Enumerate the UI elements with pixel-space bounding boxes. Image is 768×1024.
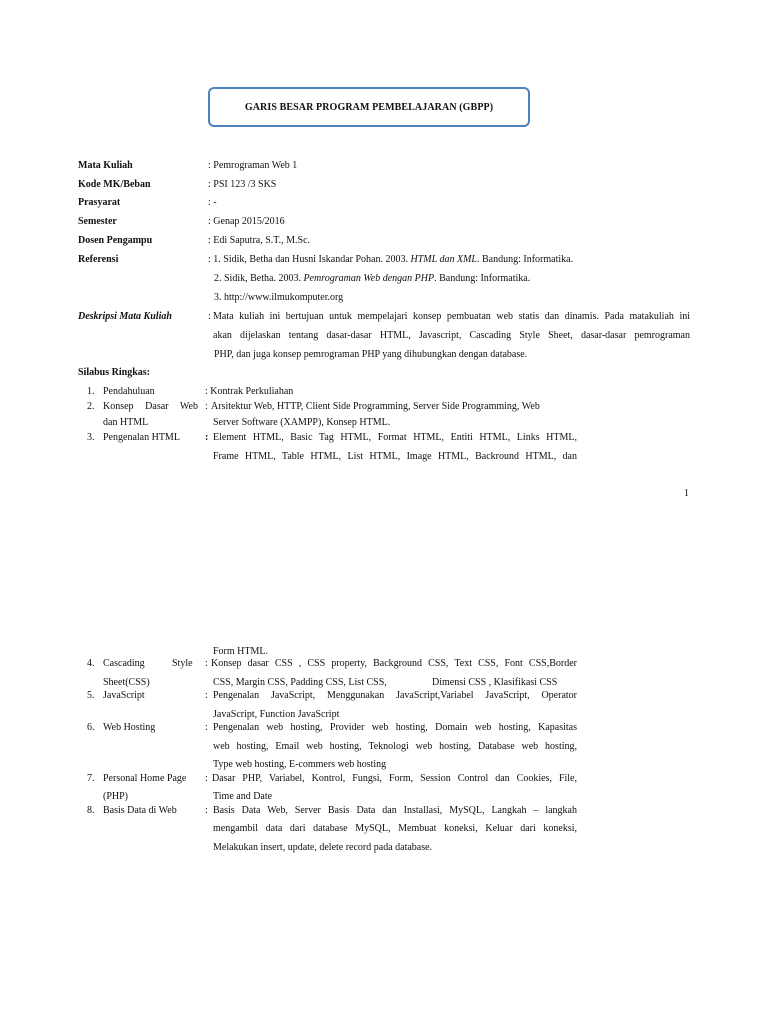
value-semester: : Genap 2015/2016 xyxy=(208,216,285,227)
silabus-desc-line-3: Melakukan insert, update, delete record pada database. xyxy=(213,842,433,853)
silabus-sep: : xyxy=(205,722,208,733)
silabus-desc-line-2: web hosting, Email web hosting, Teknologi web hosting, Database web hosting, xyxy=(213,741,577,752)
label-kode: Kode MK/Beban xyxy=(78,179,151,190)
label-dosen: Dosen Pengampu xyxy=(78,235,153,246)
silabus-num: 4. xyxy=(87,658,95,669)
silabus-num: 8. xyxy=(87,805,95,816)
silabus-desc-line-1: Pengenalan JavaScript, Menggunakan JavaScript,Variabel JavaScript, Operator xyxy=(213,690,577,701)
reference-1: : 1. Sidik, Betha dan Husni Iskandar Pohan. 2003. HTML dan XML. Bandung: Informatika. xyxy=(208,254,574,265)
silabus-num: 6. xyxy=(87,722,95,733)
silabus-desc-line-1: Konsep dasar CSS , CSS property, Background CSS, Text CSS, Font CSS,Border xyxy=(211,658,577,669)
label-referensi: Referensi xyxy=(78,254,119,265)
silabus-heading: Silabus Ringkas: xyxy=(78,367,150,378)
silabus-sep: : xyxy=(205,658,208,669)
deskripsi-line-3: PHP, dan juga konsep pemrograman PHP yang dihubungkan dengan database. xyxy=(214,349,528,360)
silabus-desc-line-3: Type web hosting, E-commers web hosting xyxy=(213,759,387,770)
silabus-name: Personal Home Page xyxy=(103,773,187,784)
value-mata-kuliah: : Pemrograman Web 1 xyxy=(208,160,298,171)
silabus-desc-line-1: Arsitektur Web, HTTP, Client Side Programming, Server Side Programming, Web xyxy=(211,401,540,412)
page-number: 1 xyxy=(684,488,689,499)
silabus-name: JavaScript xyxy=(103,690,145,701)
silabus-desc-line-2b: Dimensi CSS , Klasifikasi CSS xyxy=(432,677,558,688)
silabus-sep: : xyxy=(205,805,208,816)
reference-3: 3. http://www.ilmukomputer.org xyxy=(214,292,344,303)
silabus-name-2: Sheet(CSS) xyxy=(103,677,150,688)
label-prasyarat: Prasyarat xyxy=(78,197,121,208)
silabus-name: Konsep Dasar Web xyxy=(103,401,198,412)
silabus-name-b: Style xyxy=(172,658,193,669)
silabus-sep: : xyxy=(205,773,208,784)
silabus-desc-line-1: Element HTML, Basic Tag HTML, Format HTML, Entiti HTML, Links HTML, xyxy=(213,432,577,443)
value-dosen: : Edi Saputra, S.T., M.Sc. xyxy=(208,235,311,246)
value-prasyarat: : - xyxy=(208,197,217,208)
silabus-name: Web Hosting xyxy=(103,722,156,733)
label-mata-kuliah: Mata Kuliah xyxy=(78,160,133,171)
silabus-name: Pengenalan HTML xyxy=(103,432,180,443)
silabus-desc-line-2: JavaScript, Function JavaScript xyxy=(213,709,340,720)
title-box xyxy=(208,87,530,127)
silabus-num: 3. xyxy=(87,432,95,443)
silabus-num: 1. xyxy=(87,386,95,397)
label-deskripsi: Deskripsi Mata Kuliah xyxy=(78,311,172,322)
silabus-num: 7. xyxy=(87,773,95,784)
document-title: GARIS BESAR PROGRAM PEMBELAJARAN (GBPP) xyxy=(244,101,494,113)
value-kode: : PSI 123 /3 SKS xyxy=(208,179,277,190)
silabus-desc-line-1: Pengenalan web hosting, Provider web hosting, Domain web hosting, Kapasitas xyxy=(213,722,577,733)
silabus-name-2: dan HTML xyxy=(103,417,149,428)
silabus-desc-line-2a: CSS, Margin CSS, Padding CSS, List CSS, xyxy=(213,677,387,688)
silabus-num: 5. xyxy=(87,690,95,701)
silabus-desc: : Kontrak Perkuliahan xyxy=(205,386,294,397)
silabus-desc-line-2: Server Software (XAMPP), Konsep HTML. xyxy=(213,417,391,428)
silabus-name: Pendahuluan xyxy=(103,386,155,397)
deskripsi-line-1: Mata kuliah ini bertujuan untuk mempelajari konsep pembuatan web statis dan dinamis. Pada matakuliah ini xyxy=(213,311,690,322)
silabus-sep: : xyxy=(205,401,208,412)
silabus-name: Basis Data di Web xyxy=(103,805,177,816)
silabus-desc-line-2: Frame HTML, Table HTML, List HTML, Image HTML, Backround HTML, dan xyxy=(213,451,577,462)
silabus-sep: : xyxy=(205,432,209,443)
label-semester: Semester xyxy=(78,216,117,227)
silabus-desc-line-2: mengambil data dari database MySQL, Membuat koneksi, Keluar dari koneksi, xyxy=(213,823,577,834)
silabus-desc-line-2: Time and Date xyxy=(213,791,273,802)
deskripsi-line-2: akan dijelaskan tentang dasar-dasar HTML, Javascript, Cascading Style Sheet, dasar-dasar pemrograman xyxy=(213,330,690,341)
silabus-sep: : xyxy=(205,690,208,701)
silabus-desc-line-3: Form HTML. xyxy=(213,646,268,657)
deskripsi-colon: : xyxy=(208,311,211,322)
silabus-num: 2. xyxy=(87,401,95,412)
silabus-desc-line-1: Basis Data Web, Server Basis Data dan Installasi, MySQL, Langkah – langkah xyxy=(213,805,577,816)
silabus-name: Cascading xyxy=(103,658,145,669)
silabus-name-2: (PHP) xyxy=(103,791,129,802)
reference-2: 2. Sidik, Betha. 2003. Pemrograman Web dengan PHP. Bandung: Informatika. xyxy=(214,273,531,284)
silabus-desc-line-1: Dasar PHP, Variabel, Kontrol, Fungsi, Form, Session Control dan Cookies, File, xyxy=(212,773,577,784)
